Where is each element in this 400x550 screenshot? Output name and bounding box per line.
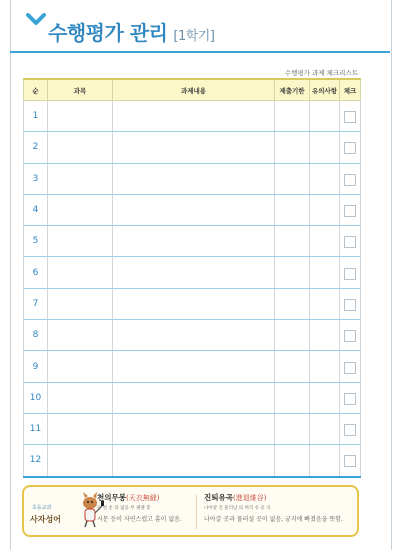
table-row [24, 382, 361, 413]
column-header-check: 체크 [340, 79, 361, 101]
table-row [24, 257, 361, 288]
row-number: 3 [24, 163, 48, 194]
notes-cell[interactable] [310, 288, 340, 319]
deadline-cell[interactable] [275, 132, 310, 163]
checkbox-icon[interactable] [344, 205, 356, 217]
checklist-caption: 수행평가 과제 체크리스트 [284, 69, 358, 77]
content-cell[interactable] [113, 382, 275, 413]
subject-cell[interactable] [48, 132, 113, 163]
content-cell[interactable] [113, 413, 275, 444]
checkbox-icon[interactable] [344, 424, 356, 436]
subject-cell[interactable] [48, 226, 113, 257]
notes-cell[interactable] [310, 163, 340, 194]
checkbox-icon[interactable] [344, 299, 356, 311]
deadline-cell[interactable] [275, 226, 310, 257]
check-cell [340, 194, 361, 225]
idiom-hanja: (天衣無縫) [125, 494, 160, 502]
check-cell [340, 288, 361, 319]
chevron-icon [25, 9, 47, 31]
deadline-cell[interactable] [275, 288, 310, 319]
deadline-cell[interactable] [275, 194, 310, 225]
row-number: 2 [24, 132, 48, 163]
idiom-word: 진퇴유곡 [204, 493, 233, 502]
column-header-subject: 과목 [48, 79, 113, 101]
checkbox-icon[interactable] [344, 455, 356, 467]
table-row [24, 194, 361, 225]
notes-cell[interactable] [310, 445, 340, 477]
check-cell [340, 132, 361, 163]
deadline-cell[interactable] [275, 101, 310, 132]
subject-cell[interactable] [48, 445, 113, 477]
subject-cell[interactable] [48, 163, 113, 194]
checkbox-icon[interactable] [344, 268, 356, 280]
idiom-word: 천의무봉 [97, 493, 126, 502]
notes-cell[interactable] [310, 351, 340, 382]
checkbox-icon[interactable] [344, 111, 356, 123]
column-header-content: 과제내용 [113, 79, 275, 101]
content-cell[interactable] [113, 132, 275, 163]
table-row [24, 413, 361, 444]
row-number: 8 [24, 320, 48, 351]
brand-caption: 초등교과 [32, 505, 52, 511]
deadline-cell[interactable] [275, 351, 310, 382]
idiom-divider [196, 495, 197, 529]
deadline-cell[interactable] [275, 445, 310, 477]
content-cell[interactable] [113, 101, 275, 132]
checkbox-icon[interactable] [344, 174, 356, 186]
notes-cell[interactable] [310, 132, 340, 163]
check-cell [340, 163, 361, 194]
brand-title: 사자성어 [30, 515, 61, 524]
page-title [48, 17, 214, 46]
checkbox-icon[interactable] [344, 236, 356, 248]
notes-cell[interactable] [310, 226, 340, 257]
check-cell [340, 413, 361, 444]
table-row [24, 101, 361, 132]
idiom-meaning: 시문 등이 자연스럽고 흠이 없음. [97, 516, 182, 523]
subject-cell[interactable] [48, 320, 113, 351]
row-number: 12 [24, 445, 48, 477]
column-header-notes: 유의사항 [310, 79, 340, 101]
table-row [24, 163, 361, 194]
subject-cell[interactable] [48, 351, 113, 382]
content-cell[interactable] [113, 226, 275, 257]
idiom-word-row [97, 492, 182, 503]
content-cell[interactable] [113, 351, 275, 382]
notes-cell[interactable] [310, 413, 340, 444]
notes-cell[interactable] [310, 194, 340, 225]
content-cell[interactable] [113, 257, 275, 288]
row-number: 11 [24, 413, 48, 444]
subject-cell[interactable] [48, 288, 113, 319]
semester-label: [1학기] [173, 29, 215, 44]
table-row [24, 226, 361, 257]
content-cell[interactable] [113, 288, 275, 319]
check-cell [340, 320, 361, 351]
table-row [24, 351, 361, 382]
row-number: 10 [24, 382, 48, 413]
idiom-hanja: (進退維谷) [232, 494, 267, 502]
table-row [24, 132, 361, 163]
assignment-table [23, 78, 361, 478]
deadline-cell[interactable] [275, 257, 310, 288]
row-number: 6 [24, 257, 48, 288]
table-header-row [24, 79, 361, 101]
check-cell [340, 226, 361, 257]
row-number: 1 [24, 101, 48, 132]
row-number: 9 [24, 351, 48, 382]
checkbox-icon[interactable] [344, 142, 356, 154]
check-cell [340, 445, 361, 477]
content-cell[interactable] [113, 194, 275, 225]
content-cell[interactable] [113, 320, 275, 351]
table-row [24, 288, 361, 319]
check-cell [340, 101, 361, 132]
check-cell [340, 382, 361, 413]
idiom-entry [97, 492, 182, 523]
idiom-footer-box [22, 485, 359, 537]
subject-cell[interactable] [48, 101, 113, 132]
notes-cell[interactable] [310, 257, 340, 288]
notes-cell[interactable] [310, 320, 340, 351]
idiom-entry [204, 492, 343, 523]
notes-cell[interactable] [310, 382, 340, 413]
notes-cell[interactable] [310, 101, 340, 132]
checkbox-icon[interactable] [344, 393, 356, 405]
idiom-reading: 나아갈 진 물러날 퇴 벼리 유 골 곡 [204, 506, 271, 511]
subject-cell[interactable] [48, 257, 113, 288]
deadline-cell[interactable] [275, 413, 310, 444]
header-divider [10, 51, 390, 53]
table-row [24, 445, 361, 477]
subject-cell[interactable] [48, 194, 113, 225]
row-number: 4 [24, 194, 48, 225]
column-header-deadline: 제출기한 [275, 79, 310, 101]
subject-cell[interactable] [48, 382, 113, 413]
idiom-meaning: 나아갈 곳과 물러설 곳이 없음, 궁지에 빠졌음을 뜻함. [204, 516, 343, 523]
deadline-cell[interactable] [275, 320, 310, 351]
content-cell[interactable] [113, 445, 275, 477]
column-header-number: 순 [24, 79, 48, 101]
check-cell [340, 257, 361, 288]
table-row [24, 320, 361, 351]
checkbox-icon[interactable] [344, 330, 356, 342]
row-number: 7 [24, 288, 48, 319]
subject-cell[interactable] [48, 413, 113, 444]
checkbox-icon[interactable] [344, 362, 356, 374]
idiom-reading: 늘 천 옷 의 없을 무 꿰맬 봉 [97, 506, 151, 511]
deadline-cell[interactable] [275, 163, 310, 194]
deadline-cell[interactable] [275, 382, 310, 413]
idiom-word-row [204, 492, 343, 503]
content-cell[interactable] [113, 163, 275, 194]
check-cell [340, 351, 361, 382]
row-number: 5 [24, 226, 48, 257]
page-title-text: 수행평가 관리 [48, 21, 168, 45]
